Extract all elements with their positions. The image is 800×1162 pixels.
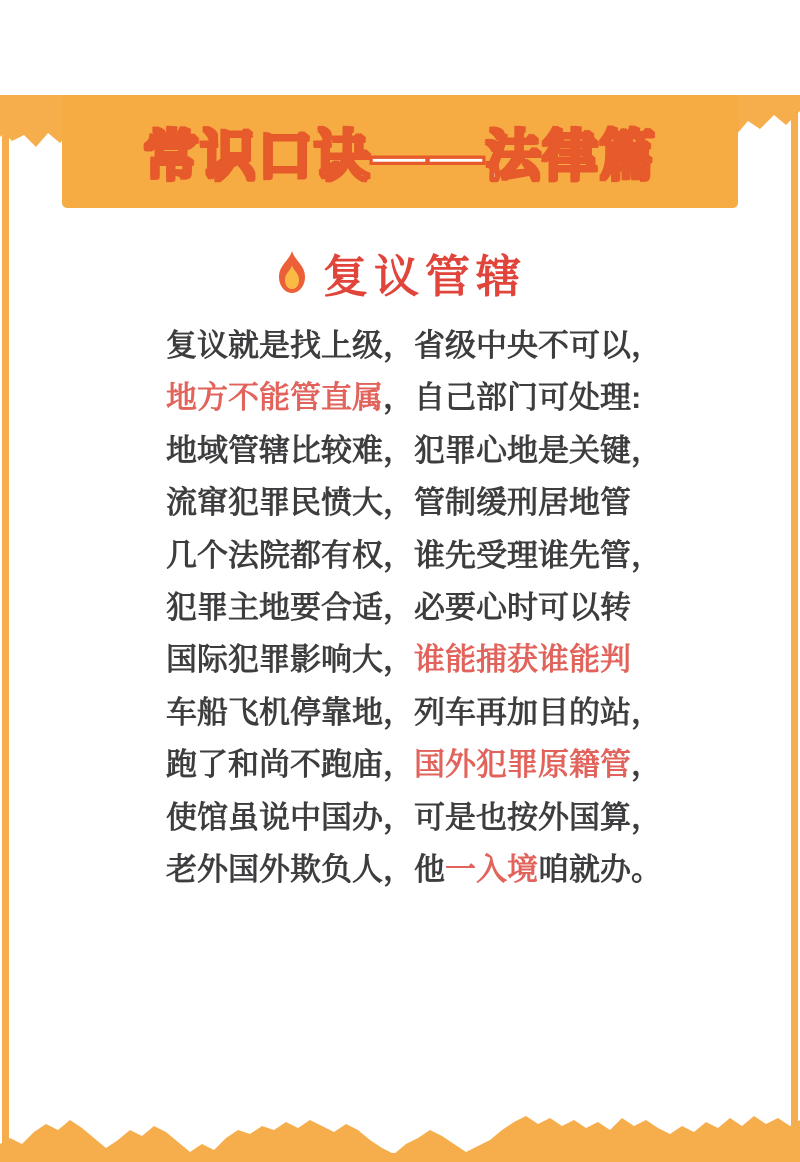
poem-line <box>166 582 726 634</box>
poem-line <box>166 687 726 739</box>
mnemonic-text-block <box>166 320 726 896</box>
poem-line <box>166 320 726 372</box>
body-text: 老外国外欺负人，他 <box>166 852 445 888</box>
poem-line <box>166 634 726 686</box>
body-text: 跑了和尚不跑庙， <box>166 747 414 783</box>
body-text: 犯罪主地要合适，必要心时可以转 <box>166 590 631 626</box>
body-text: 复议就是找上级，省级中央不可以， <box>166 328 662 363</box>
highlighted-text: 地方不能管直属 <box>166 380 383 416</box>
poem-line <box>166 425 726 477</box>
poem-line <box>166 530 726 582</box>
body-text: 地域管辖比较难，犯罪心地是关键， <box>166 432 662 468</box>
section-title: 复议管辖 <box>322 250 527 302</box>
body-text: 车船飞机停靠地，列车再加目的站， <box>166 694 662 730</box>
poem-line <box>166 372 726 424</box>
poem-line <box>166 844 726 896</box>
body-text: ，自己部门可处理: <box>383 380 642 416</box>
poem-line <box>166 477 726 529</box>
poem-line <box>166 739 726 791</box>
flame-icon <box>273 249 311 295</box>
body-text: ， <box>631 747 662 783</box>
body-text: 使馆虽说中国办，可是也按外国算， <box>166 799 662 835</box>
section-header <box>0 244 800 300</box>
body-text: 流窜犯罪民愤大，管制缓刑居地管 <box>166 485 631 521</box>
poem-line <box>166 792 726 844</box>
highlighted-text: 谁能捕获谁能判 <box>414 642 631 678</box>
highlighted-text: 一入境 <box>445 852 538 888</box>
torn-paper-edge-bottom <box>0 1098 800 1162</box>
page-title: 常识口诀——法律篇 <box>143 125 657 187</box>
body-text: 国际犯罪影响大， <box>166 642 414 678</box>
title-banner <box>62 95 738 208</box>
body-text: 几个法院都有权，谁先受理谁先管， <box>166 537 662 573</box>
highlighted-text: 国外犯罪原籍管 <box>414 747 631 783</box>
body-text: 咱就办。 <box>538 852 662 888</box>
